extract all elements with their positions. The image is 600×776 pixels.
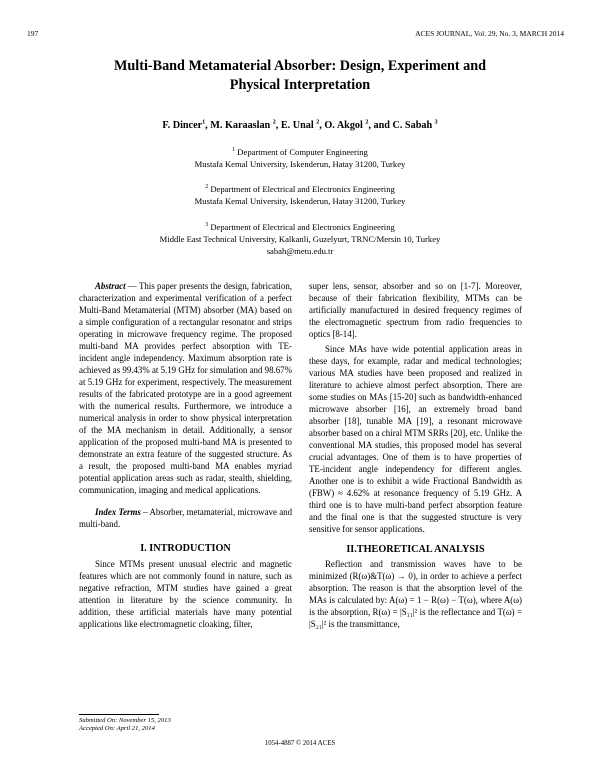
right-column bbox=[309, 280, 522, 630]
affiliation-sup: 3 bbox=[205, 222, 209, 229]
author-sup: 2 bbox=[272, 119, 276, 126]
paragraph: Since MTMs present unusual electric and magnetic features which are not commonly found in nature, such as negative refraction, MTM studies have gained a great attention in literature by the science community. In addition, these artificial materials have many potential applications like electromagnetic cloaking, filter, bbox=[79, 559, 292, 629]
title-line-1: Multi-Band Metamaterial Absorber: Design, Experiment and bbox=[114, 58, 486, 74]
affiliation-inst: Middle East Technical University, Kalkanli, Guzelyurt, TRNC/Mersin 10, Turkey bbox=[159, 234, 441, 244]
affiliation-2 bbox=[40, 183, 560, 207]
author-email: sabah@metu.edu.tr bbox=[266, 246, 334, 256]
paragraph: super lens, sensor, absorber and so on [1-7]. Moreover, because of their fabrication flexibility, MTMs can be artificially manufactured in desired frequency regimes of the electromagnetic spectrum from radio frequencies to optics [8-14]. bbox=[309, 281, 522, 339]
affiliation-inst: Mustafa Kemal University, Iskenderun, Hatay 31200, Turkey bbox=[194, 159, 406, 169]
footnote-divider bbox=[79, 714, 159, 715]
author-sup: 2 bbox=[365, 119, 369, 126]
title-line-2: Physical Interpretation bbox=[229, 77, 371, 93]
affiliation-sup: 2 bbox=[205, 184, 209, 191]
author-sup: 2 bbox=[316, 119, 320, 126]
affiliation-inst: Mustafa Kemal University, Iskenderun, Hatay 31200, Turkey bbox=[194, 196, 406, 206]
author-name: C. Sabah bbox=[392, 120, 433, 131]
author-sup: 3 bbox=[434, 119, 438, 126]
index-terms: Index Terms – Absorber, metamaterial, microwave and multi-band. bbox=[79, 507, 293, 529]
author-list: F. Dincer$^1$, M. Karaaslan $^2$, E. Unal $^2$, O. Akgol $^2$, and C. Sabah $^3$ bbox=[162, 119, 438, 131]
affiliation-dept: Department of Electrical and Electronics Engineering bbox=[210, 222, 395, 232]
section-heading: II.THEORETICAL ANALYSIS bbox=[346, 544, 485, 555]
paragraph: Since MAs have wide potential application areas in these days, for example, radar and medical technologies; various MA studies have been proposed and realized in literature to achieve almost perfect absorption. There are some studies on MAs [15-20] such as bandwidth-enhanced microwave absorber [16], an extremely broad band absorber [18], tunable MA [19], a resonant microwave absorber based on a chiral MTM SRRs [20], etc. Unlike the conventional MA studies, this proposed model has several crucial advantages. One of them is to have properties of TE-incident angle independency for different angles. Another one is to exhibit a wide Fractional Bandwidth as (FBW) ≈ 4.62% at resonance frequency of 5.19 GHz. A third one is to have multi-band perfect absorption feature and the final one is that the suggested structure is very sensitive for sensor applications. bbox=[309, 344, 522, 534]
affiliation-sup: 1 bbox=[232, 147, 236, 154]
author-sup: 1 bbox=[202, 119, 206, 126]
page-number: 197 bbox=[27, 29, 39, 38]
journal-header: ACES JOURNAL, Vol. 29, No. 3, MARCH 2014 bbox=[415, 29, 564, 38]
submitted-date: Submitted On: November 15, 2013 bbox=[79, 717, 171, 724]
author-name: F. Dincer bbox=[162, 120, 203, 131]
abstract-text: This paper presents the design, fabrication, characterization and experimental verification of a perfect Multi-Band Metamaterial (MTM) absorber (MA) based on a simple configuration of a rectangular resonator and strips operating in microwave frequency regime. The proposed multi-band MA provides perfect absorption with TE-incident angle independency. Maximum absorption rate is achieved as 99.43% at 5.19 GHz for simulation and 98.67% at 5.19 GHz for experiment, respectively. The measurement results of the fabricated prototype are in a good agreement with the numerical results. Furthermore, we introduce a numerical analysis in order to show physical interpretation of the MA mechanism in detail. Additionally, a sensor application of the proposed multi-band MA is presented to demonstrate an extra feature of the suggested structure. As a result, the proposed multi-band MA enables myriad potential application areas such as radar, stealth, shielding, communication, imaging and medical applications. bbox=[79, 281, 292, 495]
footnote bbox=[79, 717, 171, 733]
index-terms-text: Absorber, metamaterial, microwave and multi-band. bbox=[79, 507, 293, 529]
left-column bbox=[79, 280, 292, 630]
abstract-label: Abstract bbox=[95, 281, 126, 291]
author-name: M. Karaaslan bbox=[210, 120, 271, 131]
paragraph: Reflection and transmission waves have to be minimized (R(ω)&T(ω) → 0), in order to achieve a perfect absorption. The reason is that the absorption level of the MAs is calculated by: A(ω) = 1 − R(ω) − T(ω), where A(ω) is the absorption, R(ω) = |S₁₁|² is the reflectance and T(ω) = |S₂₁|² is the transmittance, bbox=[309, 559, 522, 629]
accepted-date: Accepted On: April 21, 2014 bbox=[79, 725, 155, 732]
author-name: O. Akgol bbox=[324, 120, 363, 131]
abstract: Abstract — This paper presents the design, fabrication, characterization and experimental verification of a perfect Multi-Band Metamaterial (MTM) absorber (MA) based on a simple configuration of a rectangular resonator and strips operating in microwave frequency regime. The proposed multi-band MA provides perfect absorption with TE-incident angle independency. Maximum absorption rate is achieved as 99.43% at 5.19 GHz for simulation and 98.67% at 5.19 GHz for experiment, respectively. The measurement results of the fabricated prototype are in a good agreement with the numerical results. Furthermore, we introduce a numerical analysis in order to show physical interpretation of the MA mechanism in detail. Additionally, a sensor application of the proposed multi-band MA is presented to demonstrate an extra feature of the suggested structure. As a result, the proposed multi-band MA enables myriad potential application areas such as radar, stealth, shielding, communication, imaging and medical applications. bbox=[79, 281, 292, 495]
index-terms-label: Index Terms bbox=[95, 507, 141, 517]
affiliation-dept: Department of Computer Engineering bbox=[237, 147, 368, 157]
section-heading: I. INTRODUCTION bbox=[140, 543, 231, 554]
affiliation-1 bbox=[40, 146, 560, 170]
paper-title bbox=[60, 57, 540, 95]
affiliation-3 bbox=[40, 221, 560, 257]
footer-issn: 1054-4887 © 2014 ACES bbox=[264, 740, 336, 747]
affiliation-dept: Department of Electrical and Electronics Engineering bbox=[210, 184, 395, 194]
author-name: E. Unal bbox=[280, 120, 314, 131]
